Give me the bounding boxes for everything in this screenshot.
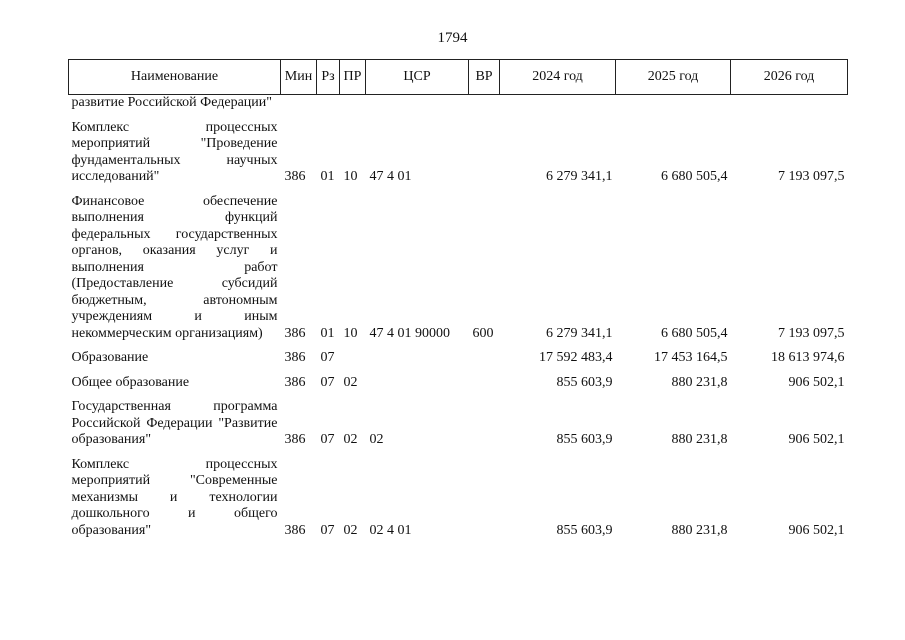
row-2025: 880 231,8 — [671, 522, 728, 538]
table-row — [69, 449, 848, 540]
row-2026: 906 502,1 — [788, 374, 845, 390]
table-row — [69, 95, 848, 112]
row-csr — [366, 95, 469, 112]
row-2026: 906 502,1 — [788, 522, 845, 538]
row-rz: 07 — [320, 522, 335, 538]
row-2026: 18 613 974,6 — [771, 350, 845, 365]
row-2025: 6 680 505,4 — [661, 169, 728, 184]
row-vr — [469, 95, 500, 112]
header-min: Мин — [281, 60, 317, 95]
row-rz: 01 — [320, 169, 335, 184]
row-2024: 6 279 341,1 — [546, 325, 613, 341]
table-header-row — [69, 60, 848, 95]
row-vr — [469, 391, 500, 449]
row-min: 386 — [284, 374, 306, 390]
table-row — [69, 112, 848, 186]
table-row — [69, 342, 848, 367]
table-row — [69, 391, 848, 449]
row-pr: 02 — [343, 374, 358, 390]
row-name: развитие Российской Федерации" — [71, 95, 272, 110]
row-2026: 7 193 097,5 — [778, 325, 845, 341]
header-2025: 2025 год — [616, 60, 731, 95]
row-pr — [340, 342, 366, 367]
row-rz: 07 — [320, 432, 335, 447]
row-pr — [340, 95, 366, 112]
row-rz: 07 — [320, 374, 335, 390]
row-vr: 600 — [472, 325, 494, 341]
row-2026: 7 193 097,5 — [778, 169, 845, 184]
row-pr: 10 — [343, 325, 358, 341]
header-csr: ЦСР — [366, 60, 469, 95]
row-2024: 17 592 483,4 — [539, 350, 613, 365]
row-min: 386 — [284, 432, 306, 447]
row-2026 — [731, 95, 848, 112]
row-csr: 02 — [369, 432, 384, 447]
row-2024: 6 279 341,1 — [546, 169, 613, 184]
row-csr: 47 4 01 90000 — [369, 325, 450, 341]
row-2026: 906 502,1 — [788, 432, 845, 447]
row-min: 386 — [284, 350, 306, 365]
header-pr: ПР — [340, 60, 366, 95]
header-2026: 2026 год — [731, 60, 848, 95]
row-pr: 02 — [343, 522, 358, 538]
header-vr: ВР — [469, 60, 500, 95]
row-csr: 02 4 01 — [369, 522, 412, 538]
row-2024: 855 603,9 — [556, 432, 613, 447]
row-2025: 17 453 164,5 — [654, 350, 728, 365]
row-rz: 07 — [320, 350, 335, 365]
row-vr — [469, 449, 500, 540]
header-2024: 2024 год — [500, 60, 616, 95]
row-min: 386 — [284, 169, 306, 184]
row-2024: 855 603,9 — [556, 374, 613, 390]
header-name: Наименование — [69, 60, 281, 95]
row-2025: 880 231,8 — [671, 432, 728, 447]
budget-table — [68, 59, 848, 539]
table-row — [69, 186, 848, 343]
row-name: Государственная программа Российской Федерации "Развитие образования" — [71, 399, 278, 447]
row-rz: 01 — [320, 325, 335, 341]
header-rz: Рз — [317, 60, 340, 95]
row-name: Общее образование — [71, 374, 190, 390]
row-pr: 10 — [343, 169, 358, 184]
row-pr: 02 — [343, 432, 358, 447]
row-csr — [366, 367, 469, 392]
table-row — [69, 367, 848, 392]
row-name: Комплекс процессных мероприятий "Современные механизмы и технологии дошкольного и общего образования" — [71, 456, 278, 538]
row-min — [281, 95, 317, 112]
row-name: Образование — [71, 350, 149, 365]
row-csr — [366, 342, 469, 367]
row-2025: 6 680 505,4 — [661, 325, 728, 341]
row-min: 386 — [284, 325, 306, 341]
row-name: Финансовое обеспечение выполнения функций федеральных государственных органов, оказания услуг и выполнения работ (Предоставление субсидий бюджетным, автономным учреждениям и иным некоммерческим организациям) — [71, 193, 278, 341]
row-vr — [469, 367, 500, 392]
row-csr: 47 4 01 — [369, 169, 412, 184]
row-vr — [469, 112, 500, 186]
row-name: Комплекс процессных мероприятий "Проведение фундаментальных научных исследований" — [71, 119, 278, 184]
row-rz — [317, 95, 340, 112]
row-2025 — [616, 95, 731, 112]
row-2025: 880 231,8 — [671, 374, 728, 390]
row-2024: 855 603,9 — [556, 522, 613, 538]
row-2024 — [500, 95, 616, 112]
row-min: 386 — [284, 522, 306, 538]
page-number: 1794 — [437, 30, 468, 46]
row-vr — [469, 342, 500, 367]
